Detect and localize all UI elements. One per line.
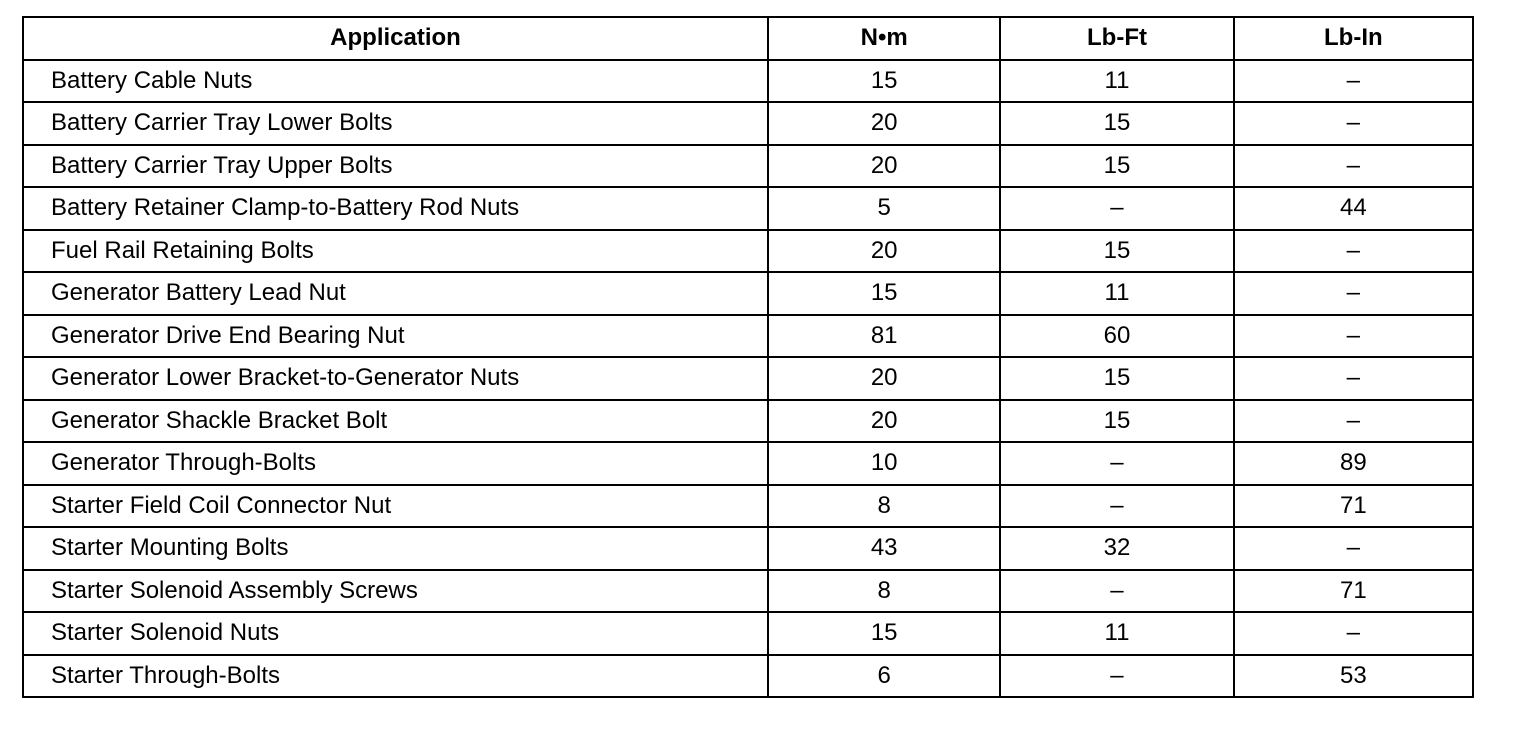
application-cell: Battery Cable Nuts <box>23 60 768 103</box>
header-application: Application <box>23 17 768 60</box>
application-cell: Battery Carrier Tray Upper Bolts <box>23 145 768 188</box>
newton-meters-cell: 15 <box>768 60 1000 103</box>
table-row <box>23 570 1473 613</box>
table-row <box>23 485 1473 528</box>
table-row <box>23 230 1473 273</box>
pound-feet-cell: – <box>1000 570 1233 613</box>
application-cell: Fuel Rail Retaining Bolts <box>23 230 768 273</box>
newton-meters-cell: 5 <box>768 187 1000 230</box>
pound-inches-cell: – <box>1234 60 1473 103</box>
table-row <box>23 60 1473 103</box>
table-row <box>23 357 1473 400</box>
application-cell: Generator Through-Bolts <box>23 442 768 485</box>
newton-meters-cell: 20 <box>768 230 1000 273</box>
application-cell: Generator Lower Bracket-to-Generator Nuts <box>23 357 768 400</box>
application-cell: Generator Battery Lead Nut <box>23 272 768 315</box>
pound-inches-cell: – <box>1234 527 1473 570</box>
newton-meters-cell: 10 <box>768 442 1000 485</box>
pound-inches-cell: – <box>1234 230 1473 273</box>
application-cell: Generator Shackle Bracket Bolt <box>23 400 768 443</box>
pound-feet-cell: 11 <box>1000 272 1233 315</box>
newton-meters-cell: 15 <box>768 272 1000 315</box>
application-cell: Starter Solenoid Nuts <box>23 612 768 655</box>
newton-meters-cell: 8 <box>768 570 1000 613</box>
table-row <box>23 400 1473 443</box>
application-cell: Battery Carrier Tray Lower Bolts <box>23 102 768 145</box>
pound-inches-cell: 89 <box>1234 442 1473 485</box>
application-cell: Generator Drive End Bearing Nut <box>23 315 768 358</box>
header-pound-inches: Lb-In <box>1234 17 1473 60</box>
table-row <box>23 442 1473 485</box>
application-cell: Starter Solenoid Assembly Screws <box>23 570 768 613</box>
pound-feet-cell: 60 <box>1000 315 1233 358</box>
pound-feet-cell: – <box>1000 485 1233 528</box>
pound-inches-cell: – <box>1234 400 1473 443</box>
pound-feet-cell: 15 <box>1000 357 1233 400</box>
pound-feet-cell: 15 <box>1000 145 1233 188</box>
newton-meters-cell: 20 <box>768 102 1000 145</box>
table-header-row <box>23 17 1473 60</box>
newton-meters-cell: 20 <box>768 145 1000 188</box>
torque-specifications-table <box>22 16 1474 698</box>
table-row <box>23 187 1473 230</box>
table-row <box>23 102 1473 145</box>
pound-feet-cell: 11 <box>1000 60 1233 103</box>
table-row <box>23 655 1473 698</box>
pound-inches-cell: 44 <box>1234 187 1473 230</box>
newton-meters-cell: 81 <box>768 315 1000 358</box>
newton-meters-cell: 8 <box>768 485 1000 528</box>
newton-meters-cell: 15 <box>768 612 1000 655</box>
pound-inches-cell: – <box>1234 357 1473 400</box>
pound-feet-cell: 15 <box>1000 400 1233 443</box>
newton-meters-cell: 43 <box>768 527 1000 570</box>
pound-inches-cell: 71 <box>1234 570 1473 613</box>
table-row <box>23 527 1473 570</box>
pound-feet-cell: – <box>1000 442 1233 485</box>
pound-inches-cell: – <box>1234 102 1473 145</box>
newton-meters-cell: 6 <box>768 655 1000 698</box>
application-cell: Battery Retainer Clamp-to-Battery Rod Nuts <box>23 187 768 230</box>
pound-inches-cell: – <box>1234 272 1473 315</box>
newton-meters-cell: 20 <box>768 357 1000 400</box>
newton-meters-cell: 20 <box>768 400 1000 443</box>
pound-feet-cell: – <box>1000 187 1233 230</box>
pound-feet-cell: 32 <box>1000 527 1233 570</box>
pound-feet-cell: 15 <box>1000 230 1233 273</box>
pound-inches-cell: – <box>1234 145 1473 188</box>
pound-inches-cell: – <box>1234 315 1473 358</box>
pound-feet-cell: 15 <box>1000 102 1233 145</box>
application-cell: Starter Field Coil Connector Nut <box>23 485 768 528</box>
table-row <box>23 272 1473 315</box>
application-cell: Starter Mounting Bolts <box>23 527 768 570</box>
pound-feet-cell: 11 <box>1000 612 1233 655</box>
table-row <box>23 145 1473 188</box>
pound-inches-cell: 71 <box>1234 485 1473 528</box>
pound-inches-cell: – <box>1234 612 1473 655</box>
application-cell: Starter Through-Bolts <box>23 655 768 698</box>
header-pound-feet: Lb-Ft <box>1000 17 1233 60</box>
pound-inches-cell: 53 <box>1234 655 1473 698</box>
pound-feet-cell: – <box>1000 655 1233 698</box>
table-body <box>23 60 1473 698</box>
table-row <box>23 612 1473 655</box>
table-row <box>23 315 1473 358</box>
header-newton-meters: N•m <box>768 17 1000 60</box>
